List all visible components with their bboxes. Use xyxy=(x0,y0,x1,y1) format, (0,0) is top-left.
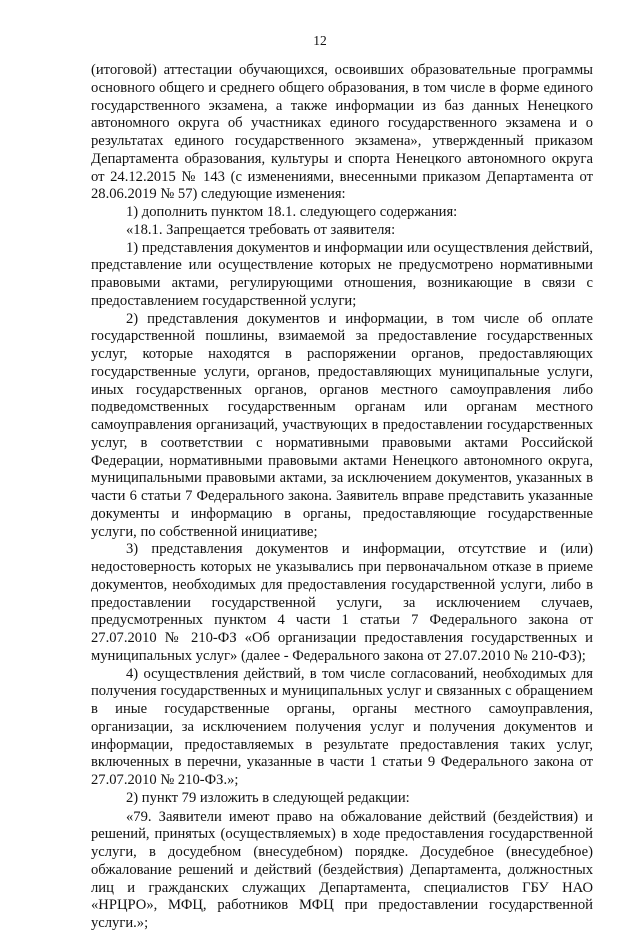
paragraph-18-1-subitem-3: 3) представления документов и информации, отсутствие и (или) недостоверность которых не указывались при первоначальном отказе в приеме документов, необходимых для предоставления государственной услуги, либо в предоставлении государственной услуги, за исключением случаев, предусмотренных пунктом 4 части 1 статьи 7 Федерального закона от 27.07.2010 № 210-ФЗ «Об организации предоставления государственных и муниципальных услуг» (далее - Федерального закона от 27.07.2010 № 210-ФЗ); xyxy=(91,541,593,664)
paragraph-18-1-subitem-4: 4) осуществления действий, в том числе согласований, необходимых для получения государственных и муниципальных услуг и связанных с обращением в иные государственные органы, органы местного самоуправления, организации, за исключением получения услуг и получения документов и информации, предоставляемых в результате предоставления таких услуг, включенных в перечни, указанные в части 1 статьи 9 Федерального закона от 27.07.2010 № 210-ФЗ.»; xyxy=(91,665,593,788)
paragraph-79: «79. Заявители имеют право на обжалование действий (бездействия) и решений, принятых (осуществляемых) в ходе предоставления государственной услуги, в досудебном (внесудебном) порядке. Досудебное (внесудебное) обжалование решений и действий (бездействия) Департамента, должностных лиц и гражданских служащих Департамента, специалистов ГБУ НАО «НРЦРО», МФЦ, работников МФЦ при предоставлении государственной услуги.»; xyxy=(91,808,593,931)
paragraph-item-1: 1) дополнить пунктом 18.1. следующего содержания: xyxy=(126,204,458,220)
document-body xyxy=(91,62,593,933)
paragraph-18-1-heading: «18.1. Запрещается требовать от заявителя: xyxy=(126,221,396,238)
paragraph-18-1-subitem-1: 1) представления документов и информации или осуществления действий, представление или осуществление которых не предусмотрено нормативными правовыми актами, регулирующими отношения, возникающие в связи с предоставлением государственной услуги; xyxy=(91,239,593,309)
paragraph-intro-continuation: (итоговой) аттестации обучающихся, освоивших образовательные программы основного общего и среднего общего образования, в том числе в форме единого государственного экзамена, а также информации из баз данных Ненецкого автономного округа об участниках единого государственного экзамена и о результатах единого государственного экзамена», утвержденный приказом Департамента образования, культуры и спорта Ненецкого автономного округа от 24.12.2015 № 143 (с изменениями, внесенными приказом Департамента от 28.06.2019 № 57) следующие изменения: xyxy=(91,62,593,203)
page-number: 12 xyxy=(313,33,327,48)
paragraph-18-1-subitem-2: 2) представления документов и информации, в том числе об оплате государственной пошлины, взимаемой за предоставление государственных услуг, которые находятся в распоряжении органов, предоставляющих государственные услуги, органов, предоставляющих муниципальные услуги, иных государственных органов, органов местного самоуправления либо подведомственных государственным органам или органам местного самоуправления организаций, участвующих в предоставлении государственных услуг, в соответствии с нормативными правовыми актами Российской Федерации, нормативными правовыми актами Ненецкого автономного округа, муниципальными правовыми актами, за исключением документов, указанных в части 6 статьи 7 Федерального закона. Заявитель вправе представить указанные документы и информацию в органы, предоставляющие государственные услуги, по собственной инициативе; xyxy=(91,310,593,540)
paragraph-item-2: 2) пункт 79 изложить в следующей редакции: xyxy=(126,789,410,806)
